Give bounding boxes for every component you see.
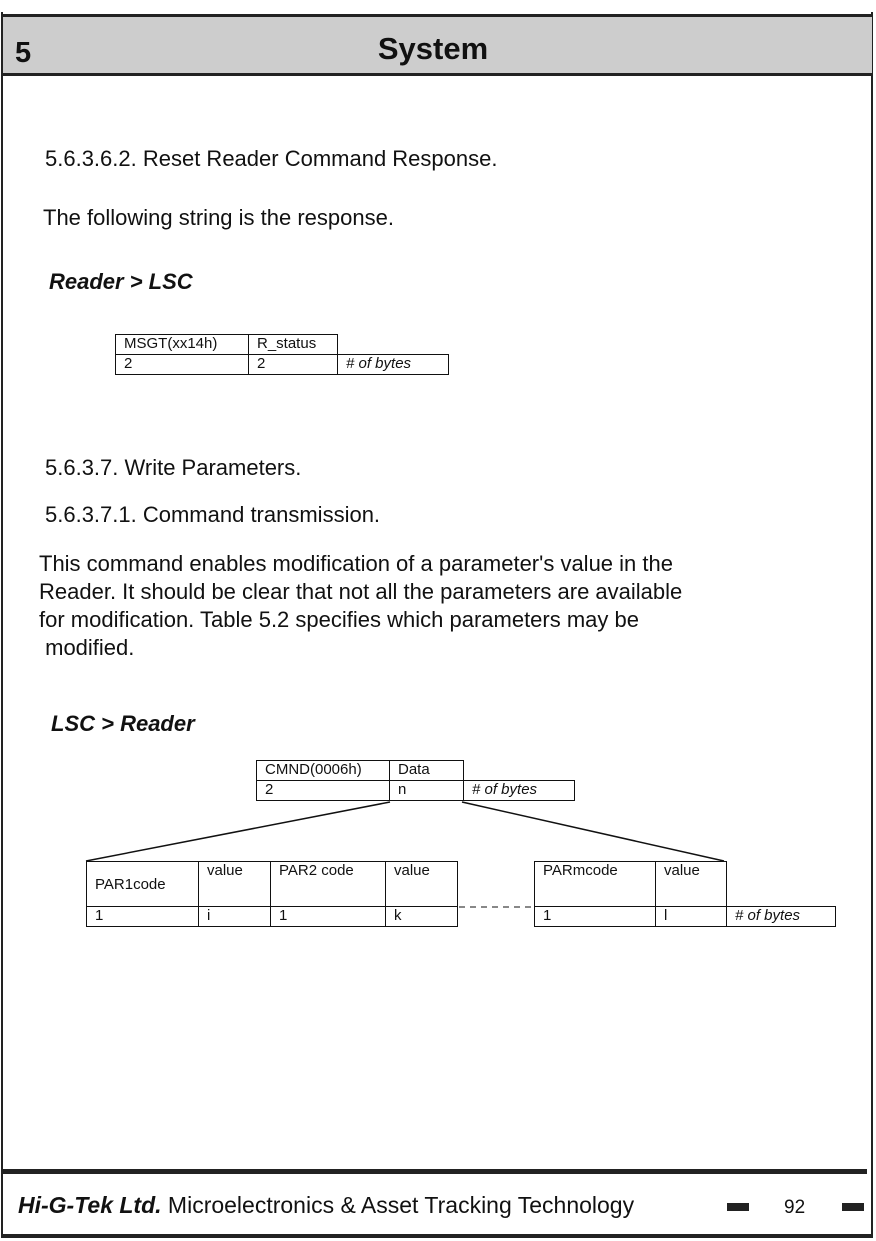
param-bytes-value-1: i	[199, 907, 271, 927]
section-subheading-command-transmission: 5.6.3.7.1. Command transmission.	[45, 502, 381, 527]
bytes-label: # of bytes	[338, 355, 449, 375]
packet-bytes-rstatus: 2	[249, 355, 338, 375]
packet-field-data: Data	[390, 761, 464, 781]
table-row	[87, 907, 458, 927]
param-bytes-value-m: l	[656, 907, 727, 927]
param-field-value-m: value	[656, 862, 727, 907]
parameter-breakdown-left-table	[86, 861, 458, 927]
chapter-title: System	[377, 31, 489, 66]
table-row	[535, 862, 836, 907]
expansion-line-left	[86, 802, 390, 861]
param-bytes-parmcode: 1	[535, 907, 656, 927]
packet-bytes-data: n	[390, 781, 464, 801]
direction-lsc-to-reader: LSC > Reader	[51, 711, 195, 736]
param-field-par1code: PAR1code	[87, 862, 199, 907]
packet-field-rstatus: R_status	[249, 335, 338, 355]
direction-reader-to-lsc: Reader > LSC	[49, 269, 193, 294]
packet-field-cmnd: CMND(0006h)	[257, 761, 390, 781]
table-row	[87, 862, 458, 907]
packet-field-msgt: MSGT(xx14h)	[116, 335, 249, 355]
section-heading-write-parameters: 5.6.3.7. Write Parameters.	[45, 455, 302, 480]
footer-divider	[3, 1169, 867, 1174]
bytes-label: # of bytes	[464, 781, 575, 801]
footer-text	[18, 1192, 634, 1219]
section-heading-reset-response: 5.6.3.6.2. Reset Reader Command Response.	[45, 146, 498, 171]
expansion-line-right	[462, 802, 724, 861]
parameter-breakdown-right-table	[534, 861, 836, 927]
param-field-value-2: value	[386, 862, 458, 907]
param-field-value-1: value	[199, 862, 271, 907]
packet-bytes-cmnd: 2	[257, 781, 390, 801]
packet-bytes-msgt: 2	[116, 355, 249, 375]
param-field-parmcode: PARmcode	[535, 862, 656, 907]
paragraph-line: Reader. It should be clear that not all the parameters are available	[39, 579, 683, 604]
param-bytes-par2code: 1	[271, 907, 386, 927]
bytes-label: # of bytes	[727, 907, 836, 927]
page-number: 92	[784, 1197, 806, 1218]
param-field-par2code: PAR2 code	[271, 862, 386, 907]
page-dash-left	[727, 1203, 749, 1211]
param-bytes-par1code: 1	[87, 907, 199, 927]
paragraph-line: for modification. Table 5.2 specifies which parameters may be	[39, 607, 639, 632]
footer-company: Hi-G-Tek Ltd.	[18, 1192, 162, 1218]
chapter-number: 5	[15, 37, 32, 69]
section-intro-text: The following string is the response.	[43, 205, 394, 230]
footer-tagline: Microelectronics & Asset Tracking Technology	[161, 1192, 635, 1218]
table-row	[535, 907, 836, 927]
page-dash-right	[842, 1203, 864, 1211]
paragraph-line: modified.	[39, 635, 135, 660]
param-bytes-value-2: k	[386, 907, 458, 927]
footer-bottom-rule	[3, 1234, 872, 1238]
paragraph-line: This command enables modification of a parameter's value in the	[39, 551, 673, 576]
